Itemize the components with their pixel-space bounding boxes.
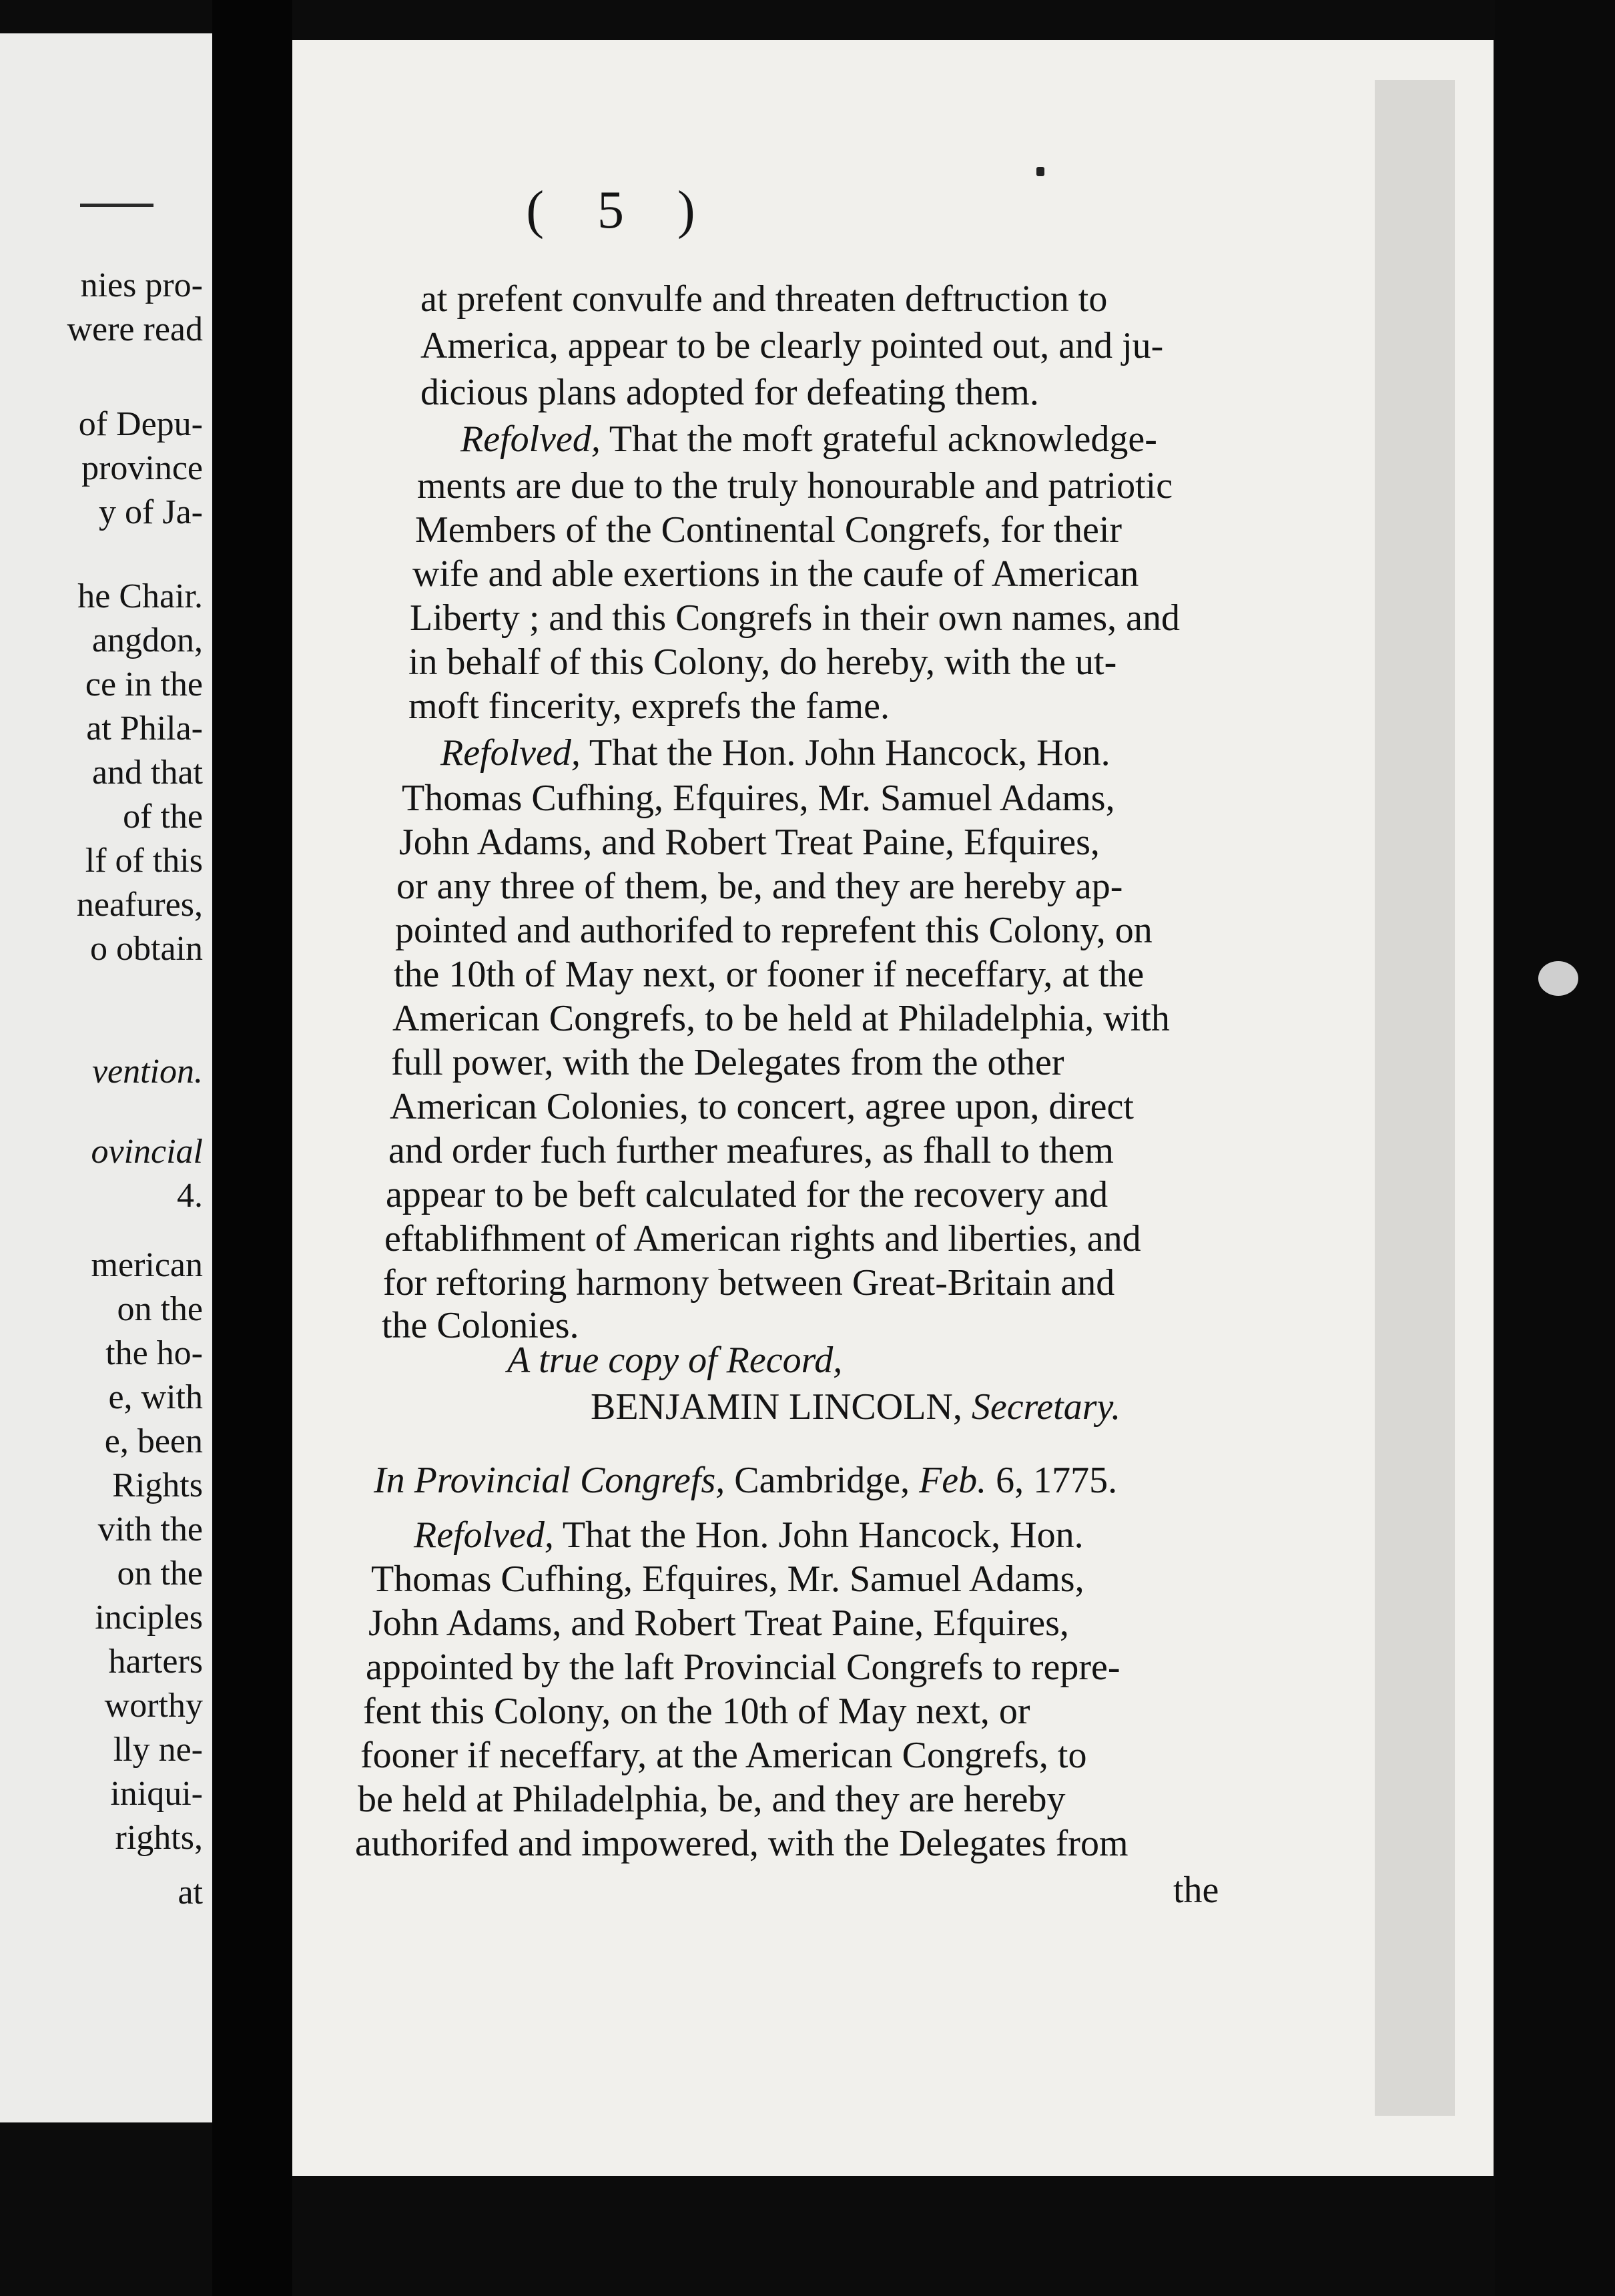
left-line: the ho- — [105, 1334, 203, 1372]
left-line: neafures, — [76, 886, 203, 924]
left-line: inciples — [95, 1599, 203, 1637]
left-line: e, been — [104, 1422, 203, 1460]
resolved-label: Refolved, — [414, 1514, 554, 1556]
body-line: the Colonies. — [382, 1305, 579, 1346]
body-line: appointed by the laft Provincial Congrefs to repre- — [366, 1647, 1120, 1688]
left-line: e, with — [108, 1378, 203, 1416]
body-line: pointed and authorifed to reprefent this Colony, on — [395, 910, 1153, 951]
left-line: lf of this — [85, 842, 203, 880]
body-line: moft fincerity, exprefs the fame. — [408, 685, 890, 727]
body-line: John Adams, and Robert Treat Paine, Efquires, — [399, 822, 1100, 863]
body-line: America, appear to be clearly pointed out, and ju- — [420, 325, 1164, 366]
resolved-line: Refolved, That the Hon. John Hancock, Hon. — [414, 1514, 1084, 1556]
body-line: or any three of them, be, and they are hereby ap- — [396, 866, 1123, 907]
attestation: A true copy of Record, — [507, 1340, 843, 1381]
resolved-line: Refolved, That the Hon. John Hancock, Hon. — [440, 732, 1110, 774]
resolved-label: Refolved, — [460, 418, 601, 460]
left-line: at — [178, 1874, 203, 1912]
body-line: Thomas Cufhing, Efquires, Mr. Samuel Adams, — [371, 1558, 1084, 1600]
body-line: eftablifhment of American rights and liberties, and — [384, 1218, 1141, 1259]
dateline-place: In Provincial Congrefs, — [374, 1460, 725, 1501]
left-line: Rights — [112, 1466, 203, 1504]
dateline-date: 6, 1775. — [996, 1460, 1118, 1501]
left-line: on the — [117, 1290, 203, 1328]
body-line: and order fuch further meafures, as fhall to them — [388, 1130, 1114, 1171]
left-line: vith the — [97, 1510, 203, 1548]
body-line: John Adams, and Robert Treat Paine, Efquires, — [368, 1603, 1069, 1644]
dateline-month: Feb. — [919, 1460, 987, 1501]
body-line: the 10th of May next, or fooner if neceffary, at the — [394, 954, 1145, 995]
body-line: American Congrefs, to be held at Philadelphia, with — [392, 998, 1170, 1039]
body-line: for reftoring harmony between Great-Britain and — [383, 1262, 1115, 1304]
body-line: appear to be beft calculated for the recovery and — [386, 1174, 1108, 1215]
left-line: y of Ja- — [99, 493, 203, 531]
page-number: ( 5 ) — [526, 181, 715, 240]
left-line: worthy — [104, 1687, 203, 1725]
resolved-line: Refolved, That the moft grateful acknowledge- — [460, 418, 1157, 460]
left-line: ovincial — [91, 1133, 203, 1171]
left-line: were read — [67, 310, 203, 348]
body-line: be held at Philadelphia, be, and they are hereby — [358, 1779, 1066, 1820]
left-line: harters — [108, 1643, 203, 1681]
left-line: angdon, — [91, 621, 203, 659]
left-line: merican — [91, 1246, 203, 1284]
body-line: Liberty ; and this Congrefs in their own names, and — [410, 597, 1180, 639]
left-line: o obtain — [90, 930, 203, 968]
body-line: American Colonies, to concert, agree upon, direct — [390, 1086, 1134, 1127]
left-line: of Depu- — [78, 405, 203, 443]
body-line: fent this Colony, on the 10th of May next, or — [363, 1691, 1030, 1732]
resolved-label: Refolved, — [440, 732, 581, 774]
left-line: 4. — [177, 1177, 203, 1215]
dateline — [374, 1462, 1117, 1499]
left-line: and that — [91, 754, 203, 792]
left-line: rights, — [115, 1819, 203, 1857]
body-line: ments are due to the truly honourable and patriotic — [417, 465, 1173, 507]
left-line: of the — [123, 798, 203, 836]
body-line: in behalf of this Colony, do hereby, with the ut- — [408, 641, 1117, 683]
body-line: at prefent convulfe and threaten deftruction to — [420, 278, 1108, 320]
signature — [591, 1388, 1120, 1426]
dateline-town: Cambridge, — [734, 1460, 910, 1501]
catchword: the — [1173, 1870, 1219, 1911]
body-line: full power, with the Delegates from the other — [391, 1042, 1064, 1083]
left-line: lly ne- — [113, 1731, 203, 1769]
signature-title: Secretary. — [971, 1386, 1121, 1428]
body-line: Members of the Continental Congrefs, for their — [415, 509, 1122, 551]
left-line: he Chair. — [77, 577, 203, 615]
signature-name: BENJAMIN LINCOLN, — [591, 1386, 962, 1428]
left-line: ce in the — [85, 665, 203, 703]
left-line: at Phila- — [86, 709, 203, 748]
body-line: authorifed and impowered, with the Delegates from — [355, 1823, 1128, 1864]
left-line: on the — [117, 1554, 203, 1593]
left-line: vention. — [91, 1053, 203, 1091]
left-line: nies pro- — [80, 266, 203, 304]
body-line: Thomas Cufhing, Efquires, Mr. Samuel Adams, — [402, 778, 1115, 819]
body-line: fooner if neceffary, at the American Congrefs, to — [360, 1735, 1087, 1776]
left-line: province — [81, 449, 203, 487]
left-line: iniqui- — [110, 1775, 203, 1813]
body-line: wife and able exertions in the caufe of American — [412, 553, 1139, 595]
body-line: dicious plans adopted for defeating them. — [420, 372, 1039, 413]
